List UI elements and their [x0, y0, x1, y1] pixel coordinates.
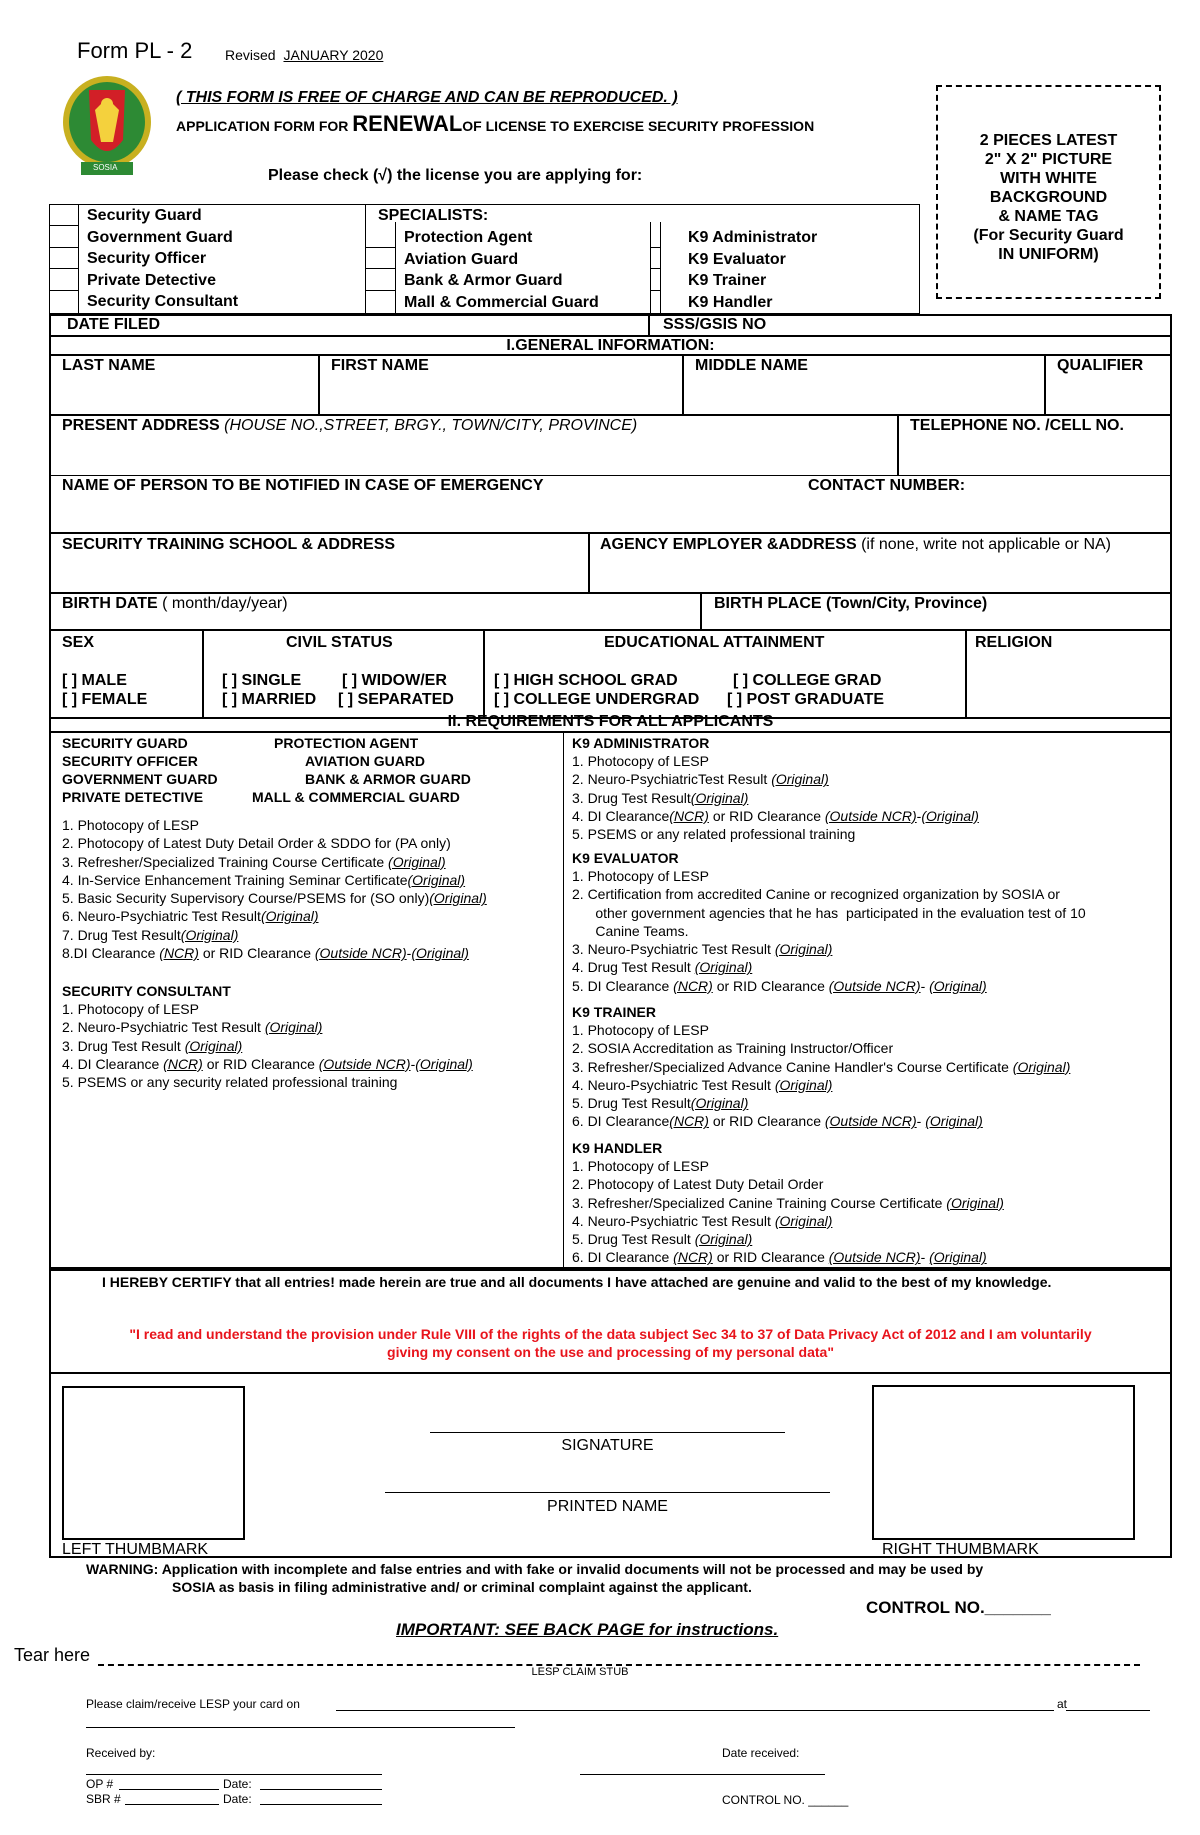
revised-label [225, 47, 383, 64]
qualifier-label: QUALIFIER [1057, 357, 1144, 374]
k9-trainer-item: 5. Drug Test Result(Original) [572, 1095, 749, 1112]
sex-female[interactable]: [ ] FEMALE [62, 691, 148, 708]
middle-name-label: MIDDLE NAME [695, 357, 808, 374]
edu-college-undergrad[interactable]: [ ] COLLEGE UNDERGRAD [494, 691, 700, 708]
consultant-list [62, 1001, 473, 1092]
k9-eval-item: 1. Photocopy of LESP [572, 868, 709, 884]
sbr-no: SBR # [86, 1792, 121, 1806]
k9-admin-item: 3. Drug Test Result(Original) [572, 789, 749, 806]
consultant-title: SECURITY CONSULTANT [62, 983, 231, 999]
claim-text: Please claim/receive LESP your card on [86, 1697, 300, 1711]
claim-line2[interactable] [86, 1727, 515, 1728]
k9-handler-item: 5. Drug Test Result (Original) [572, 1231, 753, 1248]
right-thumbmark-label: RIGHT THUMBMARK [882, 1541, 1039, 1558]
contact-number-label: CONTACT NUMBER: [808, 477, 966, 494]
k9-admin-item: 1. Photocopy of LESP [572, 753, 709, 769]
photo-box-line1: 2 PIECES LATEST [979, 132, 1118, 149]
telephone-label: TELEPHONE NO. /CELL NO. [910, 417, 1124, 434]
edu-high-school-grad[interactable]: [ ] HIGH SCHOOL GRAD [494, 672, 678, 689]
check-instruction: Please check (√) the license you are applying for: [268, 167, 643, 184]
consultant-item: 1. Photocopy of LESP [62, 1001, 199, 1017]
photo-box [936, 85, 1161, 299]
important-notice: IMPORTANT: SEE BACK PAGE for instructions. [396, 1620, 779, 1639]
photo-box-line7: IN UNIFORM) [998, 246, 1099, 263]
application-prefix: APPLICATION FORM FOR [176, 118, 349, 134]
logo-text: SOSIA [93, 163, 118, 172]
printed-name-line[interactable] [385, 1492, 830, 1493]
op-no: OP # [86, 1777, 114, 1791]
req-left-item: 5. Basic Security Supervisory Course/PSEMS for (SO only)(Original) [62, 890, 487, 907]
sosia-logo [57, 70, 157, 180]
certification-text [62, 1273, 1162, 1291]
received-by: Received by: [86, 1746, 156, 1760]
edu-post-graduate[interactable]: [ ] POST GRADUATE [727, 691, 885, 708]
license-k9-evaluator[interactable]: K9 Evaluator [688, 250, 786, 268]
signature-line[interactable] [430, 1432, 785, 1433]
birth-date-label [62, 594, 288, 613]
date-received: Date received: [722, 1746, 800, 1760]
license-security-consultant[interactable]: Security Consultant [87, 293, 239, 310]
right-thumbmark-box[interactable] [872, 1385, 1135, 1540]
warning-line1: WARNING: Application with incomplete and false entries and with fake or invalid documents will not be processed and may be used by [86, 1561, 984, 1577]
training-school-label: SECURITY TRAINING SCHOOL & ADDRESS [62, 536, 396, 553]
license-aviation-guard[interactable]: Aviation Guard [404, 250, 519, 268]
date-filed[interactable]: DATE FILED [67, 316, 161, 333]
license-k9-administrator[interactable]: K9 Administrator [688, 229, 818, 246]
application-title [176, 111, 814, 137]
certify-lead: I HEREBY CERTIFY [102, 1274, 232, 1290]
civil-status-label: CIVIL STATUS [286, 634, 393, 651]
emergency-person-label: NAME OF PERSON TO BE NOTIFIED IN CASE OF EMERGENCY [62, 477, 544, 494]
photo-box-line3: WITH WHITE [1000, 170, 1097, 187]
k9-admin-title: K9 ADMINISTRATOR [572, 735, 710, 751]
op-date-label: Date: [223, 1777, 252, 1791]
k9-eval-item: 4. Drug Test Result (Original) [572, 959, 753, 976]
k9-handler-item: 2. Photocopy of Latest Duty Detail Order [572, 1176, 824, 1193]
signature-label: SIGNATURE [561, 1437, 654, 1454]
req-h-security-officer: SECURITY OFFICER [62, 753, 198, 769]
agency-employer-title: AGENCY EMPLOYER &ADDRESS [600, 536, 857, 553]
license-col2 [404, 228, 599, 314]
first-name-label: FIRST NAME [331, 357, 429, 374]
left-thumbmark-label: LEFT THUMBMARK [62, 1541, 209, 1558]
last-name-label: LAST NAME [62, 357, 156, 374]
license-col1 [87, 206, 238, 314]
req-h-government-guard: GOVERNMENT GUARD [62, 771, 218, 787]
k9-handler-title: K9 HANDLER [572, 1140, 663, 1156]
req-left-item: 3. Refresher/Specialized Training Course Certificate (Original) [62, 853, 446, 870]
license-protection-agent[interactable]: Protection Agent [404, 229, 533, 246]
claim-at: at [1057, 1697, 1068, 1711]
printed-name-label: PRINTED NAME [547, 1498, 668, 1515]
stub-title: LESP CLAIM STUB [531, 1666, 629, 1678]
free-notice: ( THIS FORM IS FREE OF CHARGE AND CAN BE REPRODUCED. ) [176, 89, 678, 106]
sex-male[interactable]: [ ] MALE [62, 672, 127, 689]
license-bank-armor-guard[interactable]: Bank & Armor Guard [404, 272, 563, 289]
claim-location-line[interactable] [1066, 1710, 1150, 1711]
birth-date-title: BIRTH DATE [62, 595, 158, 612]
k9-handler-list [572, 1158, 1004, 1268]
k9-handler-item: 1. Photocopy of LESP [572, 1158, 709, 1174]
present-address-title: PRESENT ADDRESS [62, 417, 220, 434]
req-left-item: 7. Drug Test Result(Original) [62, 926, 239, 943]
req-h-aviation-guard: AVIATION GUARD [305, 753, 426, 769]
req-h-protection-agent: PROTECTION AGENT [274, 735, 419, 751]
birth-place-label: BIRTH PLACE (Town/City, Province) [714, 595, 988, 612]
k9-trainer-title: K9 TRAINER [572, 1004, 657, 1020]
general-info-title: I.GENERAL INFORMATION: [506, 337, 715, 354]
license-government-guard[interactable]: Government Guard [87, 228, 233, 246]
privacy-consent-line2: giving my consent on the use and processing of my personal data" [387, 1344, 834, 1360]
sex-label: SEX [62, 634, 95, 651]
req-h-mall-commercial-guard: MALL & COMMERCIAL GUARD [252, 789, 460, 805]
birth-date-hint: ( month/day/year) [162, 595, 288, 612]
req-h-security-guard: SECURITY GUARD [62, 735, 188, 751]
op-no-line[interactable] [119, 1789, 219, 1790]
photo-box-line6: (For Security Guard [973, 227, 1124, 244]
k9-trainer-item: 2. SOSIA Accreditation as Training Instructor/Officer [572, 1040, 894, 1057]
application-type: RENEWAL [352, 111, 463, 136]
k9-handler-item: 4. Neuro-Psychiatric Test Result (Original) [572, 1212, 833, 1229]
photo-box-line2: 2" X 2" PICTURE [984, 151, 1113, 168]
civil-married[interactable]: [ ] MARRIED [222, 691, 317, 708]
k9-admin-item: 2. Neuro-PsychiatricTest Result (Original) [572, 771, 829, 788]
k9-eval-title: K9 EVALUATOR [572, 850, 679, 866]
license-k9-handler[interactable]: K9 Handler [688, 293, 773, 311]
revised-date: JANUARY 2020 [283, 47, 384, 63]
present-address-label [62, 416, 637, 435]
date-received-line[interactable] [580, 1774, 825, 1775]
photo-box-line4: BACKGROUND [989, 189, 1108, 206]
agency-employer-hint: (if none, write not applicable or NA) [861, 536, 1111, 553]
req-left-list [62, 817, 487, 963]
license-security-officer[interactable]: Security Officer [87, 250, 207, 267]
req-left-item: 2. Photocopy of Latest Duty Detail Order & SDDO for (PA only) [62, 835, 451, 852]
k9-trainer-item: 6. DI Clearance(NCR) or RID Clearance (Outside NCR)- (Original) [572, 1113, 983, 1130]
consultant-item: 4. DI Clearance (NCR) or RID Clearance (Outside NCR)-(Original) [62, 1055, 473, 1072]
req-left-item: 6. Neuro-Psychiatric Test Result(Original) [62, 908, 319, 925]
k9-handler-item: 3. Refresher/Specialized Canine Training Course Certificate (Original) [572, 1194, 1004, 1211]
k9-trainer-item: 4. Neuro-Psychiatric Test Result (Original) [572, 1076, 833, 1093]
consultant-item: 3. Drug Test Result (Original) [62, 1037, 243, 1054]
photo-box-line5: & NAME TAG [998, 208, 1099, 225]
civil-widower[interactable]: [ ] WIDOW/ER [342, 672, 447, 689]
general-info-table [49, 335, 1172, 719]
k9-admin-item: 4. DI Clearance(NCR) or RID Clearance (Outside NCR)-(Original) [572, 807, 979, 824]
k9-trainer-list [572, 1022, 1070, 1132]
k9-admin-item: 5. PSEMS or any related professional training [572, 826, 856, 843]
received-by-line[interactable] [86, 1774, 382, 1775]
consultant-item: 5. PSEMS or any security related professional training [62, 1074, 398, 1091]
license-k9-trainer[interactable]: K9 Trainer [688, 272, 767, 289]
present-address-hint: (HOUSE NO.,STREET, BRGY., TOWN/CITY, PROVINCE) [224, 417, 638, 434]
civil-separated[interactable]: [ ] SEPARATED [338, 691, 454, 708]
tear-here: Tear here [14, 1645, 91, 1665]
certify-rest: that all entries! made herein are true and all documents I have attached are genuine and valid to the best of my knowledge. [231, 1274, 1052, 1290]
license-col3 [688, 228, 817, 314]
k9-eval-item: 2. Certification from accredited Canine or recognized organization by SOSIA or [572, 886, 1060, 903]
edu-college-grad[interactable]: [ ] COLLEGE GRAD [733, 672, 882, 689]
warning-line2: SOSIA as basis in filing administrative and/ or criminal complaint against the applicant. [172, 1579, 752, 1595]
photo-box-text [938, 131, 1159, 264]
form-number: Form PL - 2 [77, 38, 193, 63]
k9-eval-item: 5. DI Clearance (NCR) or RID Clearance (Outside NCR)- (Original) [572, 977, 987, 994]
requirements-title: II. REQUIREMENTS FOR ALL APPLICANTS [447, 713, 774, 730]
license-mall-commercial-guard[interactable]: Mall & Commercial Guard [404, 293, 599, 311]
sbr-date-label: Date: [223, 1792, 252, 1806]
education-label: EDUCATIONAL ATTAINMENT [604, 634, 825, 651]
k9-eval-list [572, 868, 1086, 996]
claim-date-line[interactable] [336, 1710, 1054, 1711]
k9-trainer-item: 1. Photocopy of LESP [572, 1022, 709, 1038]
religion-label: RELIGION [975, 634, 1053, 651]
k9-eval-item: Canine Teams. [572, 922, 689, 939]
agency-employer-label [600, 535, 1111, 554]
req-left-item: 1. Photocopy of LESP [62, 817, 199, 833]
sbr-date-line[interactable] [260, 1804, 382, 1805]
license-private-detective[interactable]: Private Detective [87, 271, 216, 289]
revised-text: Revised [225, 47, 276, 63]
civil-single[interactable]: [ ] SINGLE [222, 672, 302, 689]
stub-control-no[interactable]: CONTROL NO. ______ [722, 1793, 849, 1807]
k9-eval-item: 3. Neuro-Psychiatric Test Result (Original) [572, 941, 833, 958]
req-left-item: 4. In-Service Enhancement Training Seminar Certificate(Original) [62, 871, 466, 888]
consultant-item: 2. Neuro-Psychiatric Test Result (Original) [62, 1019, 323, 1036]
req-h-private-detective: PRIVATE DETECTIVE [62, 789, 204, 805]
req-h-bank-armor-guard: BANK & ARMOR GUARD [305, 771, 471, 787]
k9-admin-list [572, 753, 979, 844]
license-security-guard[interactable]: Security Guard [87, 207, 202, 224]
sbr-no-line[interactable] [125, 1804, 219, 1805]
specialists-label: SPECIALISTS: [378, 207, 489, 224]
k9-handler-item: 6. DI Clearance (NCR) or RID Clearance (Outside NCR)- (Original) [572, 1249, 987, 1266]
sss-gsis-no[interactable]: SSS/GSIS NO [663, 316, 767, 333]
application-suffix: OF LICENSE TO EXERCISE SECURITY PROFESSION [462, 118, 815, 134]
op-date-line[interactable] [260, 1789, 382, 1790]
left-thumbmark-box[interactable] [62, 1386, 245, 1540]
req-left-headers [62, 735, 471, 807]
control-no[interactable]: CONTROL NO._______ [866, 1598, 1051, 1617]
req-left-item: 8.DI Clearance (NCR) or RID Clearance (Outside NCR)-(Original) [62, 945, 469, 962]
privacy-consent-line1: "I read and understand the provision under Rule VIII of the rights of the data subject Sec 34 to 37 of Data Privacy Act of 2012 and I am voluntarily [129, 1326, 1092, 1342]
k9-trainer-item: 3. Refresher/Specialized Advance Canine Handler's Course Certificate (Original) [572, 1058, 1071, 1075]
k9-eval-item: other government agencies that he has participated in the evaluation test of 10 [572, 904, 1086, 921]
